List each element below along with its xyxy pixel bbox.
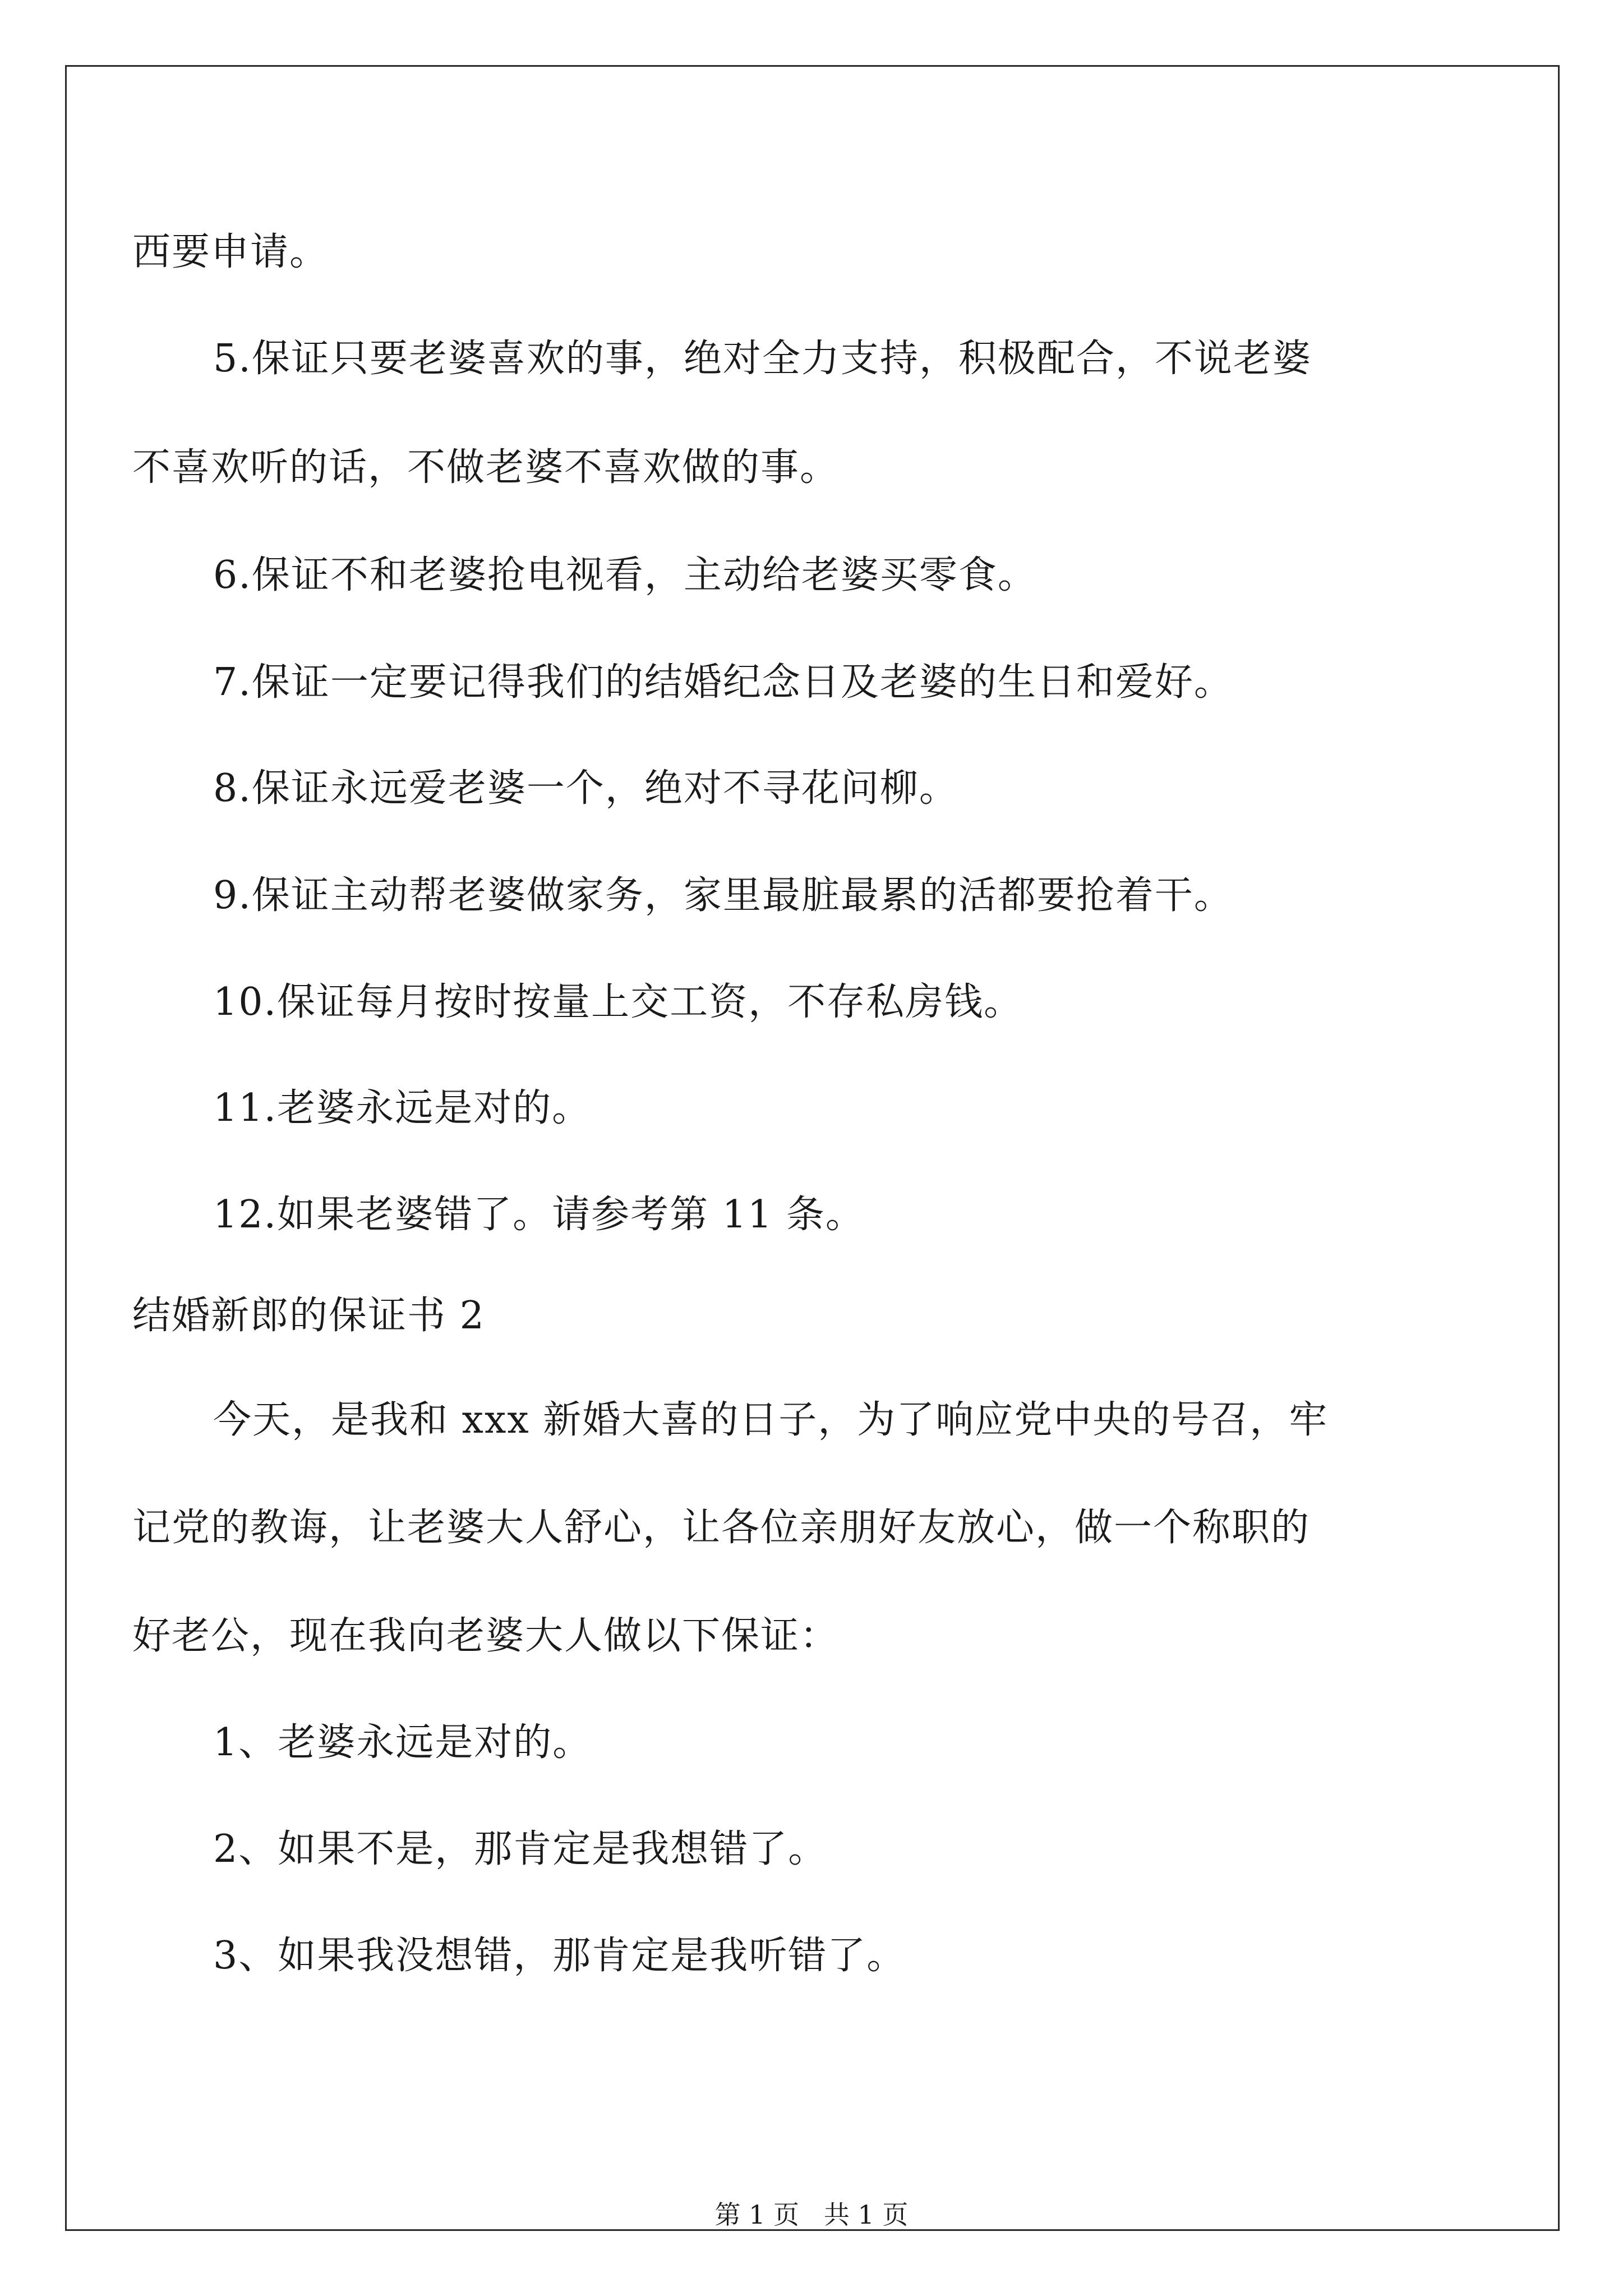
body-line-16: 2、如果不是，那肯定是我想错了。	[213, 1827, 828, 1871]
body-line-3: 不喜欢听的话，不做老婆不喜欢做的事。	[132, 445, 840, 490]
body-line-8: 10.保证每月按时按量上交工资，不存私房钱。	[213, 980, 1023, 1024]
body-line-10: 12.如果老婆错了。请参考第 11 条。	[213, 1193, 865, 1237]
body-line-17: 3、如果我没想错，那肯定是我听错了。	[213, 1934, 906, 1978]
body-line-6: 8.保证永远爱老婆一个，绝对不寻花问柳。	[213, 766, 958, 811]
body-line-1: 西要申请。	[132, 230, 329, 274]
page-frame	[65, 65, 1560, 2231]
body-line-5: 7.保证一定要记得我们的结婚纪念日及老婆的生日和爱好。	[213, 660, 1233, 705]
body-line-4: 6.保证不和老婆抢电视看，主动给老婆买零食。	[213, 553, 1037, 597]
body-line-2: 5.保证只要老婆喜欢的事，绝对全力支持，积极配合，不说老婆	[213, 337, 1312, 381]
body-line-15: 1、老婆永远是对的。	[213, 1720, 592, 1765]
body-line-7: 9.保证主动帮老婆做家务，家里最脏最累的活都要抢着干。	[213, 873, 1233, 918]
body-line-13: 记党的教诲，让老婆大人舒心，让各位亲朋好友放心，做一个称职的	[132, 1506, 1311, 1550]
body-line-12: 今天，是我和 xxx 新婚大喜的日子，为了响应党中央的号召，牢	[213, 1398, 1329, 1442]
body-line-14: 好老公，现在我向老婆大人做以下保证：	[132, 1614, 840, 1658]
page-footer: 第 1 页 共 1 页	[714, 2200, 909, 2230]
section-heading: 结婚新郎的保证书 2	[132, 1294, 485, 1338]
body-line-9: 11.老婆永远是对的。	[213, 1086, 592, 1130]
